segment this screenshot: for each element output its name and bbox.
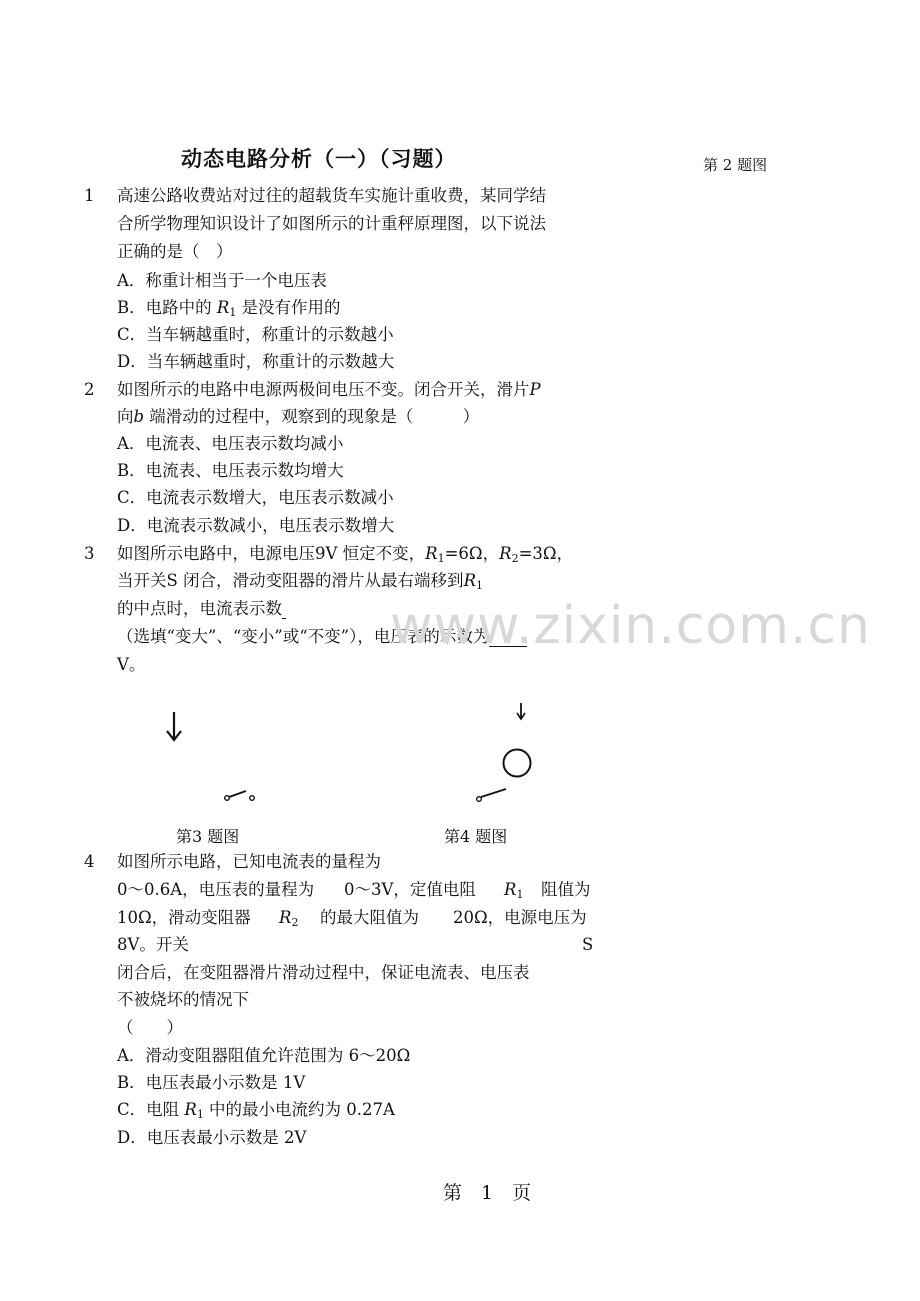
page-footer: 第 1 页 — [443, 1182, 532, 1204]
question-3-number: 3 — [84, 544, 95, 563]
figure-4-caption: 第4 题图 — [444, 827, 508, 846]
q4-option-c: C．电阻 $R_1$ 中的最小电流约为 0.27A — [117, 1100, 395, 1121]
question-1-number: 1 — [84, 186, 95, 205]
q4-line-3-r2: $R_2$ — [279, 908, 299, 929]
q4-line-7: （ ） — [117, 1018, 183, 1037]
q1-option-d: D．当车辆越重时，称重计的示数越大 — [117, 352, 395, 371]
q4-option-b: B．电压表最小示数是 1V — [117, 1073, 306, 1092]
q4-option-d: D．电压表最小示数是 2V — [117, 1128, 307, 1147]
q4-option-a: A．滑动变阻器阻值允许范围为 6～20Ω — [117, 1046, 411, 1065]
question-4-number: 4 — [84, 852, 95, 871]
figure-3-caption: 第3 题图 — [176, 827, 240, 846]
q4-line-3c: 20Ω，电源电压为 — [453, 908, 587, 927]
q1-option-a: A．称重计相当于一个电压表 — [117, 271, 327, 290]
q4-line-3a: 10Ω，滑动变阻器 — [117, 908, 251, 927]
q4-line-2b: 0～3V，定值电阻 — [344, 880, 476, 899]
q4-line-6: 不被烧坏的情况下 — [117, 990, 249, 1009]
q3-line-1: 如图所示电路中，电源电压9V 恒定不变，$R_1=6\Omega$，$R_2=3\Omega$， — [117, 544, 574, 565]
figure-3-switch-icon — [218, 786, 260, 806]
q2-option-c: C．电流表示数增大，电压表示数减小 — [117, 488, 394, 507]
q4-line-4a: 8V。开关 — [117, 935, 189, 954]
q4-line-2-r1: $R_1$ — [504, 880, 524, 901]
q4-line-4b: S — [582, 935, 594, 954]
q2-stem-line-1: 如图所示的电路中电源两极间电压不变。闭合开关，滑片P — [117, 380, 541, 399]
figure-3-arrow-icon — [160, 708, 190, 746]
q2-option-b: B．电流表、电压表示数均增大 — [117, 461, 344, 480]
figure-4-arrow-icon — [508, 700, 534, 724]
q3-line-3: 的中点时，电流表示数 — [117, 599, 286, 619]
watermark: www.zixin.com.cn — [390, 596, 871, 656]
figure-2-label: 第 2 题图 — [703, 156, 768, 174]
q4-line-1: 如图所示电路，已知电流表的量程为 — [117, 852, 381, 871]
q2-stem-line-2: 向b 端滑动的过程中，观察到的现象是（ ） — [117, 407, 480, 426]
q2-option-d: D．电流表示数减小，电压表示数增大 — [117, 516, 395, 535]
q1-stem-line-1: 高速公路收费站对过往的超载货车实施计重收费，某同学结 — [117, 186, 546, 205]
q4-line-2c: 阻值为 — [541, 880, 591, 899]
figure-4-meter-icon — [498, 743, 538, 783]
q3-line-2: 当开关S 闭合，滑动变阻器的滑片从最右端移到$R_1$ — [117, 571, 483, 592]
q1-option-c: C．当车辆越重时，称重计的示数越小 — [117, 325, 394, 344]
answer-blank-current — [282, 602, 286, 619]
q4-line-5: 闭合后，在变阻器滑片滑动过程中，保证电流表、电压表 — [117, 963, 530, 982]
q4-line-2a: 0～0.6A，电压表的量程为 — [117, 880, 315, 899]
q1-stem-line-3: 正确的是（ ） — [117, 242, 233, 261]
q3-line-4: （选填“变大”、“变小”或“不变”），电压表的示数为 — [117, 627, 527, 647]
figure-4-switch-icon — [470, 785, 512, 805]
q3-line-5: V。 — [117, 655, 146, 674]
q4-line-3b: 的最大阻值为 — [320, 908, 419, 927]
page-title: 动态电路分析（一）（习题） — [181, 147, 457, 171]
q2-option-a: A．电流表、电压表示数均减小 — [117, 434, 344, 453]
q1-stem-line-2: 合所学物理知识设计了如图所示的计重秤原理图，以下说法 — [117, 214, 546, 233]
q1-option-b: B．电路中的 $R_1$ 是没有作用的 — [117, 298, 341, 319]
question-2-number: 2 — [84, 380, 95, 399]
